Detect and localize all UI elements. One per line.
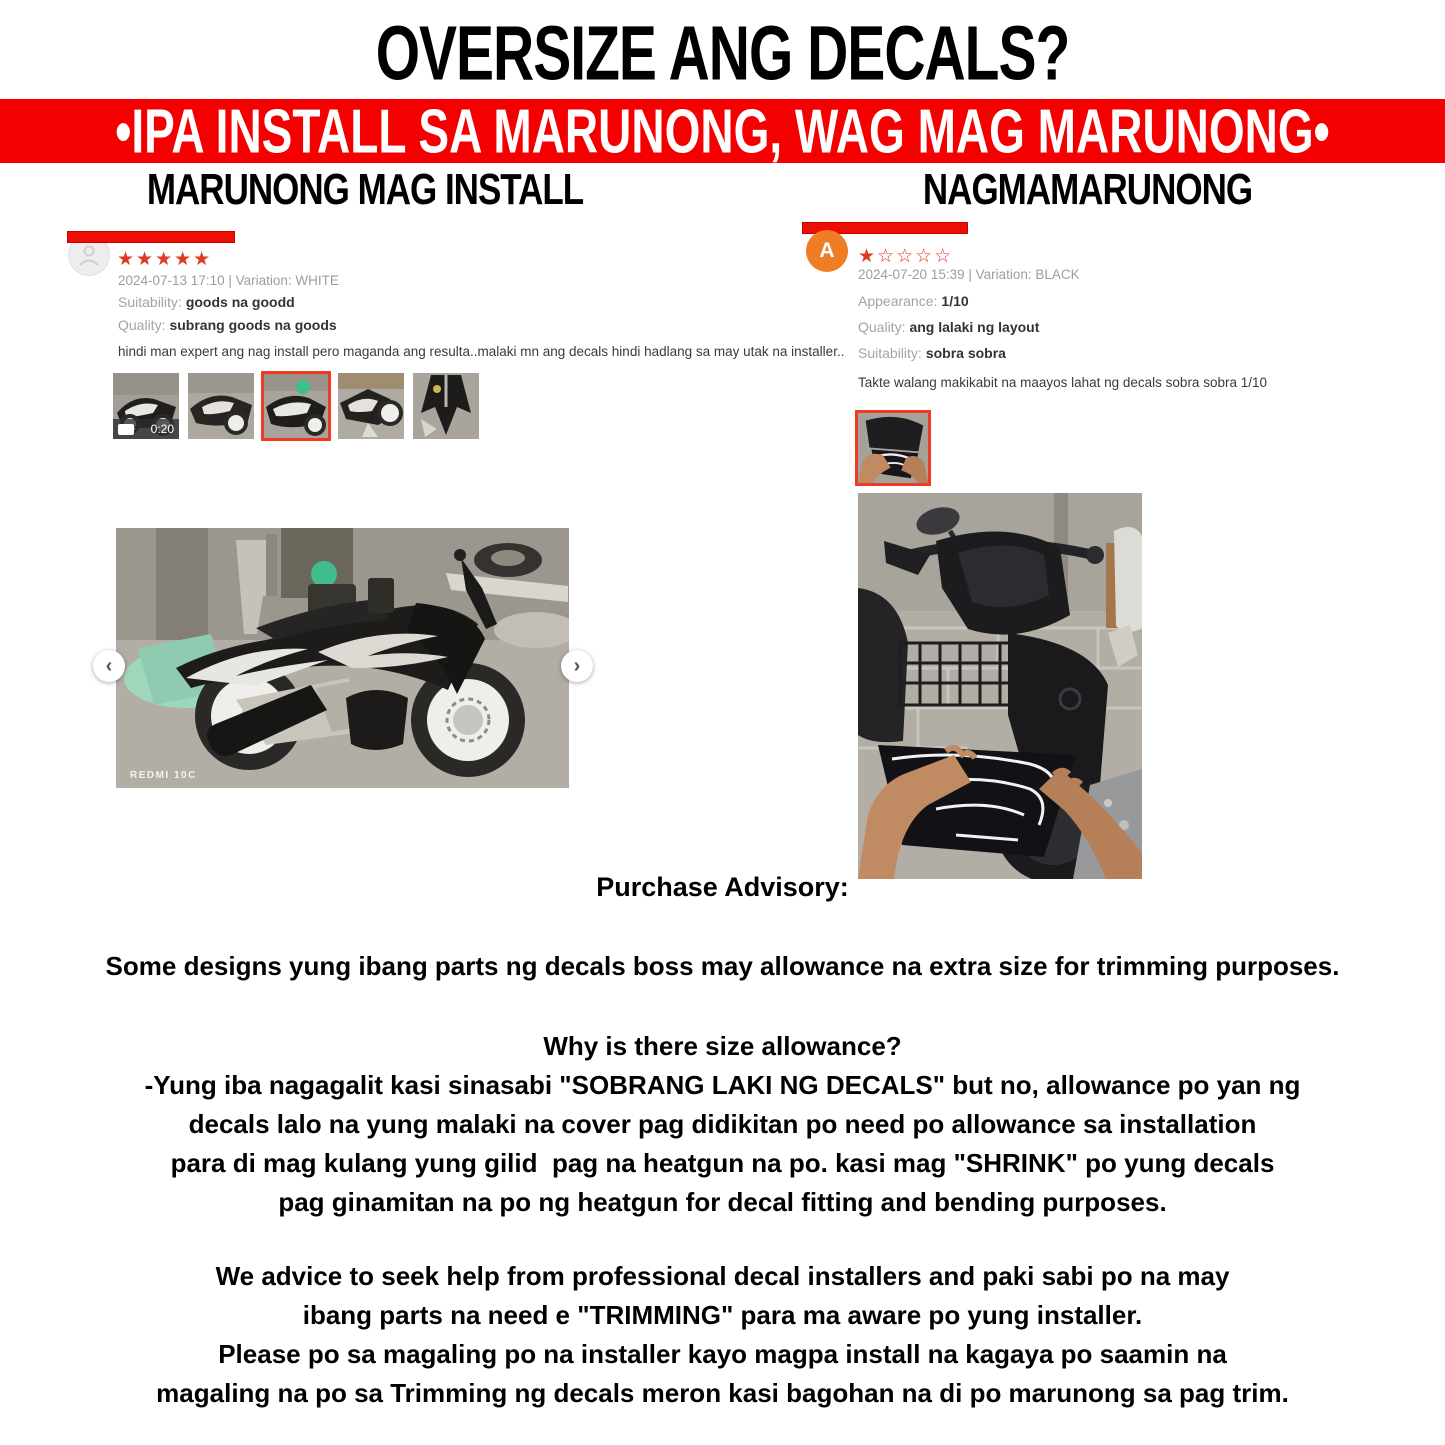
- review-photo-thumbnail[interactable]: [413, 373, 479, 439]
- person-icon: [77, 243, 101, 267]
- advisory-line: -Yung iba nagagalit kasi sinasabi "SOBRANG LAKI NG DECALS" but no, allowance po yan ng: [144, 1070, 1301, 1100]
- advisory-line: Please po sa magaling po na installer kayo magpa install na kagaya po saamin na: [218, 1339, 1227, 1369]
- review-date-variation: 2024-07-20 15:39 | Variation: BLACK: [858, 267, 1080, 282]
- review-field: Quality: ang lalaki ng layout: [858, 319, 1040, 335]
- advisory-line: para di mag kulang yung gilid pag na heatgun na po. kasi mag "SHRINK" po yung decals: [170, 1148, 1275, 1178]
- camera-watermark: REDMI 10C: [130, 770, 197, 781]
- review-photo-large[interactable]: [858, 493, 1142, 879]
- review-comment: Takte walang makikabit na maayos lahat ng decals sobra sobra 1/10: [858, 375, 1267, 390]
- advisory-line: magaling na po sa Trimming ng decals meron kasi bagohan na di po marunong sa pag trim.: [156, 1378, 1289, 1408]
- advisory-line: ibang parts na need e "TRIMMING" para ma aware po yung installer.: [302, 1300, 1143, 1330]
- review-date-variation: 2024-07-13 17:10 | Variation: WHITE: [118, 273, 339, 288]
- avatar-letter: A: [819, 239, 835, 262]
- chevron-right-icon: ›: [573, 654, 581, 677]
- review-negative: [796, 218, 1436, 498]
- avatar: [806, 230, 848, 272]
- review-field: Suitability: sobra sobra: [858, 345, 1006, 361]
- page-title: [0, 8, 1445, 100]
- carousel-next-button[interactable]: [561, 650, 593, 682]
- review-photo-thumbnail-selected[interactable]: [263, 373, 329, 439]
- review-photo-thumbnail[interactable]: [338, 373, 404, 439]
- carousel-previous-button[interactable]: [93, 650, 125, 682]
- advisory-title: Purchase Advisory:: [596, 872, 849, 902]
- right-column-header: NAGMAMARUNONG: [922, 165, 1253, 214]
- red-banner: [0, 95, 1445, 167]
- star-rating: ★★★★★: [117, 248, 213, 270]
- review-photo-thumbnail[interactable]: [188, 373, 254, 439]
- video-overlay: [113, 419, 179, 439]
- review-video-thumbnail[interactable]: [113, 373, 179, 439]
- username-redaction-bar: [67, 231, 235, 243]
- video-camera-icon: [118, 424, 134, 435]
- review-field: Suitability: goods na goodd: [118, 294, 295, 310]
- left-column-header: MARUNONG MAG INSTALL: [146, 165, 584, 214]
- review-comment: hindi man expert ang nag install pero maganda ang resulta..malaki mn ang decals hindi hadlang sa may utak na installer..: [118, 344, 845, 359]
- review-photo-thumbnail-selected[interactable]: [855, 410, 931, 486]
- page-title-text: OVERSIZE ANG DECALS?: [375, 10, 1070, 98]
- review-photo-large[interactable]: [116, 528, 569, 788]
- review-field: Quality: subrang goods na goods: [118, 317, 337, 333]
- review-positive: [64, 228, 845, 473]
- star-rating: ★☆☆☆☆: [858, 245, 954, 267]
- advisory-line: pag ginamitan na po ng heatgun for decal fitting and bending purposes.: [278, 1187, 1167, 1217]
- red-banner-text: •IPA INSTALL SA MARUNONG, WAG MAG MARUNONG•: [115, 95, 1330, 167]
- advisory-line: Why is there size allowance?: [543, 1031, 902, 1061]
- chevron-left-icon: ‹: [105, 654, 113, 677]
- advisory-line: decals lalo na yung malaki na cover pag didikitan po need po allowance sa installation: [188, 1109, 1257, 1139]
- advisory-line: We advice to seek help from professional decal installers and paki sabi po na may: [215, 1261, 1230, 1291]
- review-field: Appearance: 1/10: [858, 293, 969, 309]
- video-duration: 0:20: [150, 422, 174, 436]
- advisory-line: Some designs yung ibang parts ng decals boss may allowance na extra size for trimming purposes.: [105, 951, 1340, 981]
